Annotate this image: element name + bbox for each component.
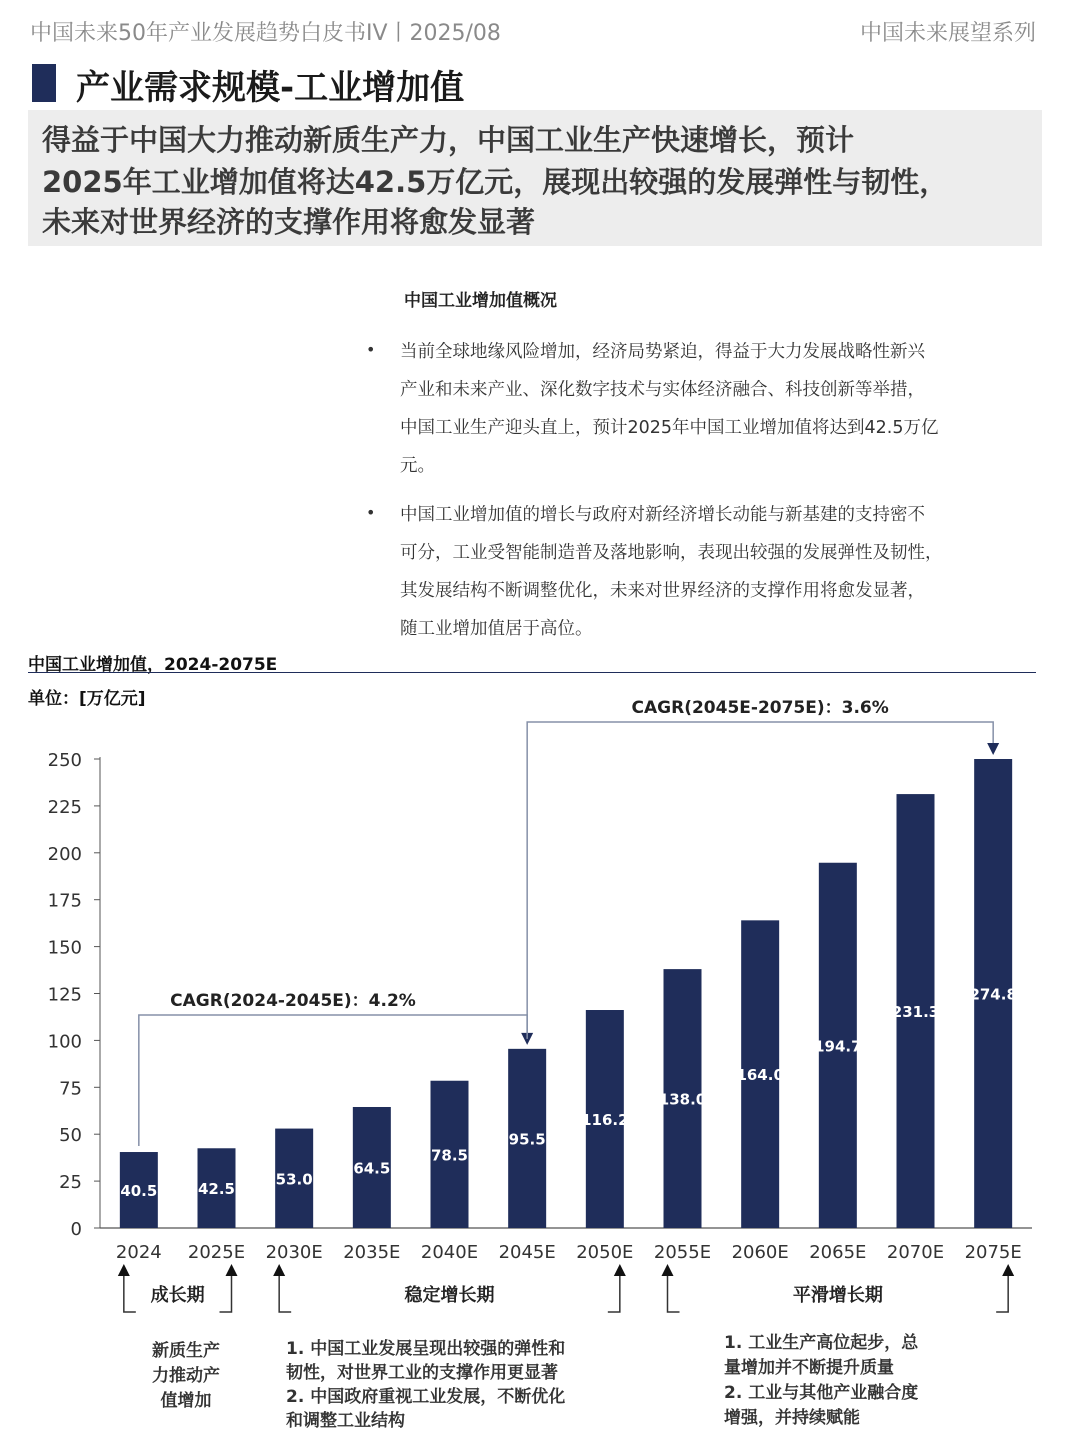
y-tick-label: 125 (47, 984, 82, 1006)
phase-note-line: 量增加并不断提升质量 (724, 1358, 894, 1378)
bar-value-label: 138.0 (658, 1090, 707, 1109)
cagr-label: CAGR(2024-2045E)：4.2% (170, 991, 416, 1011)
phase-note-line: 2. 工业与其他产业融合度 (724, 1383, 919, 1403)
phase-arrow-up-icon (1002, 1264, 1014, 1276)
bar-value-label: 42.5 (197, 1180, 236, 1199)
y-tick-label: 75 (59, 1078, 82, 1100)
bar-value-label: 64.5 (353, 1159, 391, 1178)
phase-label: 成长期 (150, 1285, 205, 1306)
bullet-line: 产业和未来产业、深化数字技术与实体经济融合、科技创新等举措， (400, 380, 925, 400)
y-tick-label: 25 (59, 1172, 82, 1194)
phase-arrow-up-icon (118, 1264, 130, 1276)
bar-value-label: 194.7 (814, 1037, 862, 1056)
x-tick-label: 2030E (265, 1242, 323, 1263)
bullet-dot-icon: • (366, 340, 376, 359)
bullet-line: 元。 (400, 456, 435, 476)
overview-title: 中国工业增加值概况 (404, 291, 557, 311)
x-tick-label: 2045E (498, 1242, 556, 1263)
phase-note-line: 2. 中国政府重视工业发展，不断优化 (286, 1387, 566, 1407)
x-tick-label: 2040E (420, 1242, 479, 1263)
y-tick-label: 50 (59, 1125, 82, 1147)
x-tick-label: 2025E (187, 1242, 246, 1263)
bar-value-label: 231.3 (891, 1003, 940, 1022)
phase-label: 平滑增长期 (792, 1285, 883, 1306)
summary-line: 2025年工业增加值将达42.5万亿元，展现出较强的发展弹性与韧性， (42, 165, 949, 199)
y-tick-label: 100 (47, 1031, 82, 1053)
chart-title: 中国工业增加值，2024-2075E (28, 655, 278, 675)
x-tick-label: 2065E (809, 1242, 867, 1263)
cagr-label: CAGR(2045E-2075E)：3.6% (631, 698, 889, 718)
phase-note-line: 值增加 (160, 1391, 212, 1411)
phase-note-line: 力推动产 (152, 1366, 220, 1386)
phase-arrow-up-icon (662, 1264, 674, 1276)
report-series-title: 中国未来50年产业发展趋势白皮书IV丨2025/08 (30, 21, 501, 46)
phase-note-line: 增强，并持续赋能 (724, 1408, 860, 1428)
summary-line: 未来对世界经济的支撑作用将愈发显著 (42, 205, 536, 239)
x-tick-label: 2035E (343, 1242, 401, 1263)
bullet-line: 中国工业生产迎头直上，预计2025年中国工业增加值将达到42.5万亿 (400, 418, 939, 438)
phase-arrow-up-icon (273, 1264, 285, 1276)
x-tick-label: 2075E (964, 1242, 1022, 1263)
bar-value-label: 274.8 (969, 985, 1017, 1004)
bar-value-label: 53.0 (275, 1170, 313, 1189)
x-tick-label: 2060E (731, 1242, 789, 1263)
y-tick-label: 150 (47, 937, 82, 959)
phase-note-line: 新质生产 (152, 1341, 220, 1361)
bar-value-label: 116.2 (581, 1111, 629, 1130)
bar-value-label: 40.5 (120, 1182, 158, 1201)
phase-note-line: 1. 中国工业发展呈现出较强的弹性和 (286, 1339, 566, 1359)
summary-line: 得益于中国大力推动新质生产力，中国工业生产快速增长，预计 (42, 123, 855, 157)
y-tick-label: 0 (70, 1219, 82, 1240)
bar-value-label: 95.5 (508, 1130, 546, 1149)
bullet-line: 中国工业增加值的增长与政府对新经济增长动能与新基建的支持密不 (400, 505, 925, 525)
bullet-line: 随工业增加值居于高位。 (400, 619, 593, 639)
chart-unit-label: 单位：[万亿元] (28, 689, 146, 709)
x-tick-label: 2070E (886, 1242, 945, 1263)
bullet-line: 其发展结构不断调整优化，未来对世界经济的支撑作用将愈发显著， (400, 581, 925, 601)
page-title: 产业需求规模-工业增加值 (76, 68, 465, 108)
cagr-arrowhead-icon (987, 743, 999, 755)
bar-value-label: 78.5 (430, 1146, 469, 1165)
phase-label: 稳定增长期 (404, 1285, 495, 1306)
x-tick-label: 2055E (653, 1242, 712, 1263)
phase-arrow-up-icon (226, 1264, 238, 1276)
bar-value-label: 164.0 (736, 1066, 784, 1085)
bullet-line: 当前全球地缘风险增加，经济局势紧迫，得益于大力发展战略性新兴 (400, 342, 925, 362)
bullet-line: 可分，工业受智能制造普及落地影响，表现出较强的发展弹性及韧性， (400, 543, 943, 563)
y-tick-label: 225 (47, 796, 82, 818)
phase-note-line: 1. 工业生产高位起步，总 (724, 1333, 919, 1353)
x-tick-label: 2050E (576, 1242, 634, 1263)
phase-note-line: 韧性，对世界工业的支撑作用更显著 (286, 1363, 558, 1383)
report-series-name: 中国未来展望系列 (859, 21, 1036, 46)
bullet-dot-icon: • (366, 503, 376, 522)
y-tick-label: 200 (47, 843, 82, 865)
cagr-bracket (139, 1015, 527, 1146)
y-tick-label: 175 (47, 890, 82, 912)
phase-arrow-up-icon (614, 1264, 626, 1276)
y-tick-label: 250 (47, 750, 82, 771)
phase-note-line: 和调整工业结构 (286, 1411, 405, 1431)
x-tick-label: 2024 (115, 1242, 162, 1263)
